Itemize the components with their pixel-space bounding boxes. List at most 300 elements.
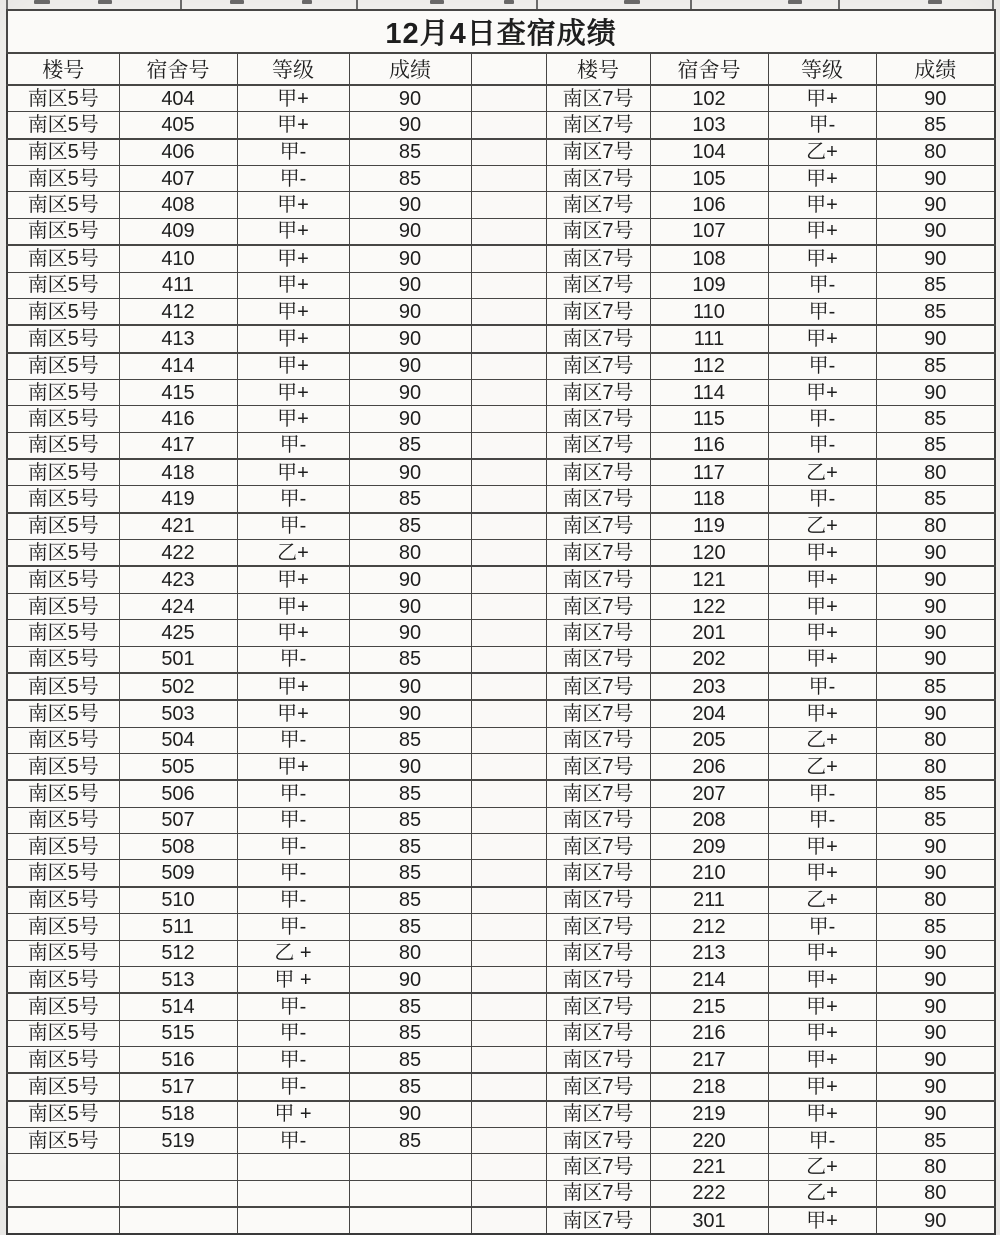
cell: 90 <box>349 753 471 780</box>
cell: 甲+ <box>237 353 349 380</box>
separator-cell <box>471 486 546 513</box>
cell: 甲 + <box>237 966 349 993</box>
cell: 118 <box>650 486 768 513</box>
cell: 甲+ <box>768 85 876 112</box>
cropped-cell-border <box>838 0 840 9</box>
table-row <box>7 486 995 513</box>
cropped-text-fragment <box>98 0 112 4</box>
cell: 90 <box>349 593 471 619</box>
cell: 90 <box>349 112 471 139</box>
cell: 514 <box>119 993 237 1020</box>
dorm-inspection-score-table <box>6 9 996 1235</box>
cell <box>237 1154 349 1180</box>
cell: 甲+ <box>768 1020 876 1046</box>
cell: 南区5号 <box>7 1073 119 1100</box>
separator-cell <box>471 1180 546 1207</box>
cell: 513 <box>119 966 237 993</box>
cell: 甲- <box>237 807 349 833</box>
cell: 90 <box>349 566 471 593</box>
cropped-text-fragment <box>504 0 514 4</box>
cell: 南区5号 <box>7 379 119 405</box>
separator-cell <box>471 325 546 352</box>
cell: 90 <box>349 673 471 700</box>
cell: 南区7号 <box>546 459 650 486</box>
cell: 南区5号 <box>7 887 119 914</box>
cell: 85 <box>876 486 995 513</box>
cell: 甲- <box>237 914 349 940</box>
separator-cell <box>471 673 546 700</box>
column-header-3: 成绩 <box>349 53 471 85</box>
column-header-2: 等级 <box>237 53 349 85</box>
cell: 80 <box>876 887 995 914</box>
cell: 116 <box>650 432 768 459</box>
separator-cell <box>471 112 546 139</box>
cell: 甲+ <box>768 993 876 1020</box>
cell: 80 <box>876 459 995 486</box>
cell: 乙+ <box>768 727 876 753</box>
cell: 甲+ <box>237 298 349 325</box>
table-row <box>7 1046 995 1073</box>
cell: 甲+ <box>237 112 349 139</box>
cell: 114 <box>650 379 768 405</box>
cell: 85 <box>876 807 995 833</box>
cell: 90 <box>349 700 471 727</box>
cell: 502 <box>119 673 237 700</box>
table-row <box>7 860 995 887</box>
column-header-0: 楼号 <box>7 53 119 85</box>
cell: 504 <box>119 727 237 753</box>
cell: 208 <box>650 807 768 833</box>
cell: 216 <box>650 1020 768 1046</box>
cell <box>349 1207 471 1234</box>
cell: 南区5号 <box>7 406 119 432</box>
cell: 80 <box>876 1154 995 1180</box>
separator-cell <box>471 353 546 380</box>
cell: 南区5号 <box>7 353 119 380</box>
cell: 甲- <box>768 486 876 513</box>
cell: 80 <box>349 940 471 966</box>
cell: 507 <box>119 807 237 833</box>
cell: 南区7号 <box>546 379 650 405</box>
cell: 212 <box>650 914 768 940</box>
cell: 南区5号 <box>7 298 119 325</box>
table-row <box>7 1128 995 1154</box>
cell: 南区7号 <box>546 834 650 860</box>
cell: 甲+ <box>768 620 876 646</box>
cell: 90 <box>349 245 471 272</box>
cell: 85 <box>349 914 471 940</box>
cell: 甲- <box>237 780 349 807</box>
cell: 甲+ <box>768 646 876 673</box>
cell: 南区7号 <box>546 700 650 727</box>
cell: 220 <box>650 1128 768 1154</box>
cell: 80 <box>876 1180 995 1207</box>
table-row <box>7 325 995 352</box>
separator-cell <box>471 406 546 432</box>
cell: 207 <box>650 780 768 807</box>
cell: 90 <box>349 192 471 218</box>
cell: 90 <box>349 353 471 380</box>
cell: 423 <box>119 566 237 593</box>
cell: 甲+ <box>768 834 876 860</box>
table-row <box>7 727 995 753</box>
separator-cell <box>471 1046 546 1073</box>
cell: 南区5号 <box>7 540 119 567</box>
cell: 209 <box>650 834 768 860</box>
table-row <box>7 646 995 673</box>
cell: 90 <box>876 540 995 567</box>
table-row <box>7 673 995 700</box>
cell: 85 <box>876 112 995 139</box>
cell: 甲- <box>768 432 876 459</box>
cell: 418 <box>119 459 237 486</box>
cropped-text-fragment <box>230 0 244 4</box>
cell: 112 <box>650 353 768 380</box>
cell: 南区7号 <box>546 353 650 380</box>
cell: 甲+ <box>768 245 876 272</box>
separator-cell <box>471 966 546 993</box>
cell: 415 <box>119 379 237 405</box>
cell: 南区5号 <box>7 966 119 993</box>
cell <box>7 1154 119 1180</box>
separator-cell <box>471 218 546 245</box>
cell: 518 <box>119 1101 237 1128</box>
table-row <box>7 298 995 325</box>
cell: 甲+ <box>768 1073 876 1100</box>
cell: 甲- <box>237 727 349 753</box>
cell: 甲+ <box>237 459 349 486</box>
cell: 甲+ <box>237 325 349 352</box>
cell: 85 <box>349 166 471 192</box>
cell: 甲+ <box>768 700 876 727</box>
cell: 85 <box>349 834 471 860</box>
cell: 90 <box>876 966 995 993</box>
cell: 506 <box>119 780 237 807</box>
cell: 南区5号 <box>7 807 119 833</box>
cell: 211 <box>650 887 768 914</box>
table-row <box>7 192 995 218</box>
cell: 90 <box>876 325 995 352</box>
column-header-8: 成绩 <box>876 53 995 85</box>
cell: 甲- <box>237 166 349 192</box>
cell: 甲- <box>237 513 349 540</box>
cell: 南区5号 <box>7 566 119 593</box>
cell: 90 <box>876 593 995 619</box>
cell: 90 <box>876 834 995 860</box>
cell: 512 <box>119 940 237 966</box>
cell: 乙+ <box>237 540 349 567</box>
table-row <box>7 807 995 833</box>
table-row <box>7 966 995 993</box>
cell: 404 <box>119 85 237 112</box>
cell: 南区5号 <box>7 1020 119 1046</box>
cell: 202 <box>650 646 768 673</box>
cell: 509 <box>119 860 237 887</box>
separator-cell <box>471 1207 546 1234</box>
cropped-text-fragment <box>624 0 640 4</box>
separator-cell <box>471 513 546 540</box>
cell: 南区5号 <box>7 914 119 940</box>
cell: 218 <box>650 1073 768 1100</box>
cell: 南区7号 <box>546 192 650 218</box>
cell: 90 <box>349 325 471 352</box>
cell: 南区5号 <box>7 834 119 860</box>
cell: 205 <box>650 727 768 753</box>
cell: 南区5号 <box>7 139 119 166</box>
table-row <box>7 218 995 245</box>
cell: 416 <box>119 406 237 432</box>
cell: 105 <box>650 166 768 192</box>
cell: 甲- <box>237 1046 349 1073</box>
cell: 204 <box>650 700 768 727</box>
cell <box>237 1180 349 1207</box>
cropped-cell-border <box>536 0 538 9</box>
cell: 南区7号 <box>546 1180 650 1207</box>
cell: 206 <box>650 753 768 780</box>
cell: 412 <box>119 298 237 325</box>
cell: 425 <box>119 620 237 646</box>
cell: 424 <box>119 593 237 619</box>
cell: 南区5号 <box>7 85 119 112</box>
cell: 甲+ <box>768 966 876 993</box>
cell: 210 <box>650 860 768 887</box>
title-row <box>7 10 995 53</box>
cell: 甲+ <box>237 218 349 245</box>
cell: 南区7号 <box>546 753 650 780</box>
table-row <box>7 940 995 966</box>
cell: 南区7号 <box>546 166 650 192</box>
separator-cell <box>471 459 546 486</box>
cell: 南区7号 <box>546 993 650 1020</box>
cell: 122 <box>650 593 768 619</box>
cropped-top-row <box>6 0 994 9</box>
cell: 215 <box>650 993 768 1020</box>
cell: 515 <box>119 1020 237 1046</box>
cell: 115 <box>650 406 768 432</box>
cell: 南区5号 <box>7 700 119 727</box>
cell: 80 <box>876 753 995 780</box>
cell: 甲- <box>237 646 349 673</box>
separator-cell <box>471 245 546 272</box>
cell: 乙+ <box>768 753 876 780</box>
cell: 85 <box>876 272 995 298</box>
cell: 南区5号 <box>7 620 119 646</box>
cell: 90 <box>876 218 995 245</box>
table-row <box>7 245 995 272</box>
cell: 413 <box>119 325 237 352</box>
cropped-text-fragment <box>34 0 50 4</box>
cell: 85 <box>349 1128 471 1154</box>
cell: 80 <box>876 139 995 166</box>
cell: 乙+ <box>768 513 876 540</box>
cell: 甲- <box>237 834 349 860</box>
cell: 南区5号 <box>7 459 119 486</box>
cell: 甲- <box>768 673 876 700</box>
column-header-7: 等级 <box>768 53 876 85</box>
cell: 503 <box>119 700 237 727</box>
header-row <box>7 53 995 85</box>
cell: 甲+ <box>768 860 876 887</box>
separator-cell <box>471 727 546 753</box>
cell: 90 <box>876 566 995 593</box>
cell: 90 <box>349 406 471 432</box>
cell: 90 <box>876 1020 995 1046</box>
separator-cell <box>471 940 546 966</box>
table-row <box>7 406 995 432</box>
table-row <box>7 1073 995 1100</box>
cell: 109 <box>650 272 768 298</box>
table-row <box>7 1154 995 1180</box>
cell: 519 <box>119 1128 237 1154</box>
cell: 南区7号 <box>546 673 650 700</box>
cell: 南区7号 <box>546 112 650 139</box>
table-row <box>7 700 995 727</box>
cell: 甲- <box>237 993 349 1020</box>
cell: 408 <box>119 192 237 218</box>
cell: 南区5号 <box>7 486 119 513</box>
cell: 85 <box>349 807 471 833</box>
separator-cell <box>471 298 546 325</box>
separator-cell <box>471 1020 546 1046</box>
table-row <box>7 379 995 405</box>
cell: 乙+ <box>768 1154 876 1180</box>
cell: 甲+ <box>768 593 876 619</box>
cell: 90 <box>349 459 471 486</box>
cell: 222 <box>650 1180 768 1207</box>
cell: 南区5号 <box>7 940 119 966</box>
cell: 221 <box>650 1154 768 1180</box>
cropped-cell-border <box>6 0 8 9</box>
cell: 90 <box>876 85 995 112</box>
cell: 甲+ <box>768 540 876 567</box>
cell: 90 <box>876 245 995 272</box>
cell: 甲- <box>237 139 349 166</box>
cell: 甲- <box>768 807 876 833</box>
cell: 南区7号 <box>546 887 650 914</box>
cell: 85 <box>349 646 471 673</box>
cell: 甲- <box>237 432 349 459</box>
cell: 乙+ <box>768 139 876 166</box>
cell: 南区7号 <box>546 1020 650 1046</box>
cell: 90 <box>876 700 995 727</box>
separator-cell <box>471 807 546 833</box>
separator-cell <box>471 700 546 727</box>
cell: 南区5号 <box>7 166 119 192</box>
cell: 甲+ <box>768 940 876 966</box>
cell: 110 <box>650 298 768 325</box>
cell: 90 <box>876 993 995 1020</box>
cell: 85 <box>876 673 995 700</box>
separator-cell <box>471 1154 546 1180</box>
cell: 南区7号 <box>546 1128 650 1154</box>
cell: 511 <box>119 914 237 940</box>
cell: 90 <box>876 646 995 673</box>
cell: 南区5号 <box>7 1046 119 1073</box>
cell: 南区5号 <box>7 646 119 673</box>
separator-cell <box>471 646 546 673</box>
cell: 90 <box>876 166 995 192</box>
cell: 90 <box>349 620 471 646</box>
cell: 90 <box>876 1207 995 1234</box>
cell: 南区7号 <box>546 513 650 540</box>
cell: 85 <box>876 298 995 325</box>
cell: 301 <box>650 1207 768 1234</box>
table-row <box>7 1207 995 1234</box>
cell: 南区5号 <box>7 673 119 700</box>
cell: 甲- <box>237 1128 349 1154</box>
cell: 90 <box>349 272 471 298</box>
cropped-cell-border <box>180 0 182 9</box>
cell: 南区7号 <box>546 406 650 432</box>
cell: 南区5号 <box>7 245 119 272</box>
cell: 甲+ <box>768 1207 876 1234</box>
cell: 乙+ <box>768 1180 876 1207</box>
cell: 90 <box>349 1101 471 1128</box>
column-header-5: 楼号 <box>546 53 650 85</box>
cell: 419 <box>119 486 237 513</box>
cell: 南区5号 <box>7 218 119 245</box>
page-title: 12月4日查宿成绩 <box>7 10 995 53</box>
separator-cell <box>471 860 546 887</box>
cell: 南区7号 <box>546 566 650 593</box>
cell: 甲+ <box>237 700 349 727</box>
separator-cell <box>471 379 546 405</box>
cell: 南区7号 <box>546 298 650 325</box>
cell: 510 <box>119 887 237 914</box>
cell: 南区7号 <box>546 727 650 753</box>
separator-cell <box>471 993 546 1020</box>
separator-cell <box>471 540 546 567</box>
cell: 85 <box>349 486 471 513</box>
cell: 甲+ <box>237 272 349 298</box>
cell: 85 <box>349 993 471 1020</box>
cell: 85 <box>349 780 471 807</box>
cell: 南区7号 <box>546 620 650 646</box>
table-row <box>7 914 995 940</box>
cell: 85 <box>349 860 471 887</box>
separator-cell <box>471 593 546 619</box>
cell <box>349 1154 471 1180</box>
cell: 85 <box>876 406 995 432</box>
cell: 南区5号 <box>7 993 119 1020</box>
separator-cell <box>471 85 546 112</box>
cell: 405 <box>119 112 237 139</box>
separator-cell <box>471 139 546 166</box>
cell: 90 <box>349 218 471 245</box>
cell: 南区5号 <box>7 513 119 540</box>
cell: 南区5号 <box>7 1128 119 1154</box>
cell: 南区5号 <box>7 780 119 807</box>
cell: 85 <box>876 780 995 807</box>
cell: 南区5号 <box>7 112 119 139</box>
cell: 85 <box>876 432 995 459</box>
table-row <box>7 432 995 459</box>
cell: 107 <box>650 218 768 245</box>
cell <box>119 1154 237 1180</box>
cell: 90 <box>876 1073 995 1100</box>
cell: 南区7号 <box>546 540 650 567</box>
cell: 南区7号 <box>546 966 650 993</box>
cell: 85 <box>349 727 471 753</box>
table-row <box>7 834 995 860</box>
cell: 85 <box>876 353 995 380</box>
cell: 508 <box>119 834 237 860</box>
cell: 120 <box>650 540 768 567</box>
cell: 111 <box>650 325 768 352</box>
separator-cell <box>471 753 546 780</box>
cell: 南区5号 <box>7 1101 119 1128</box>
table-row <box>7 166 995 192</box>
